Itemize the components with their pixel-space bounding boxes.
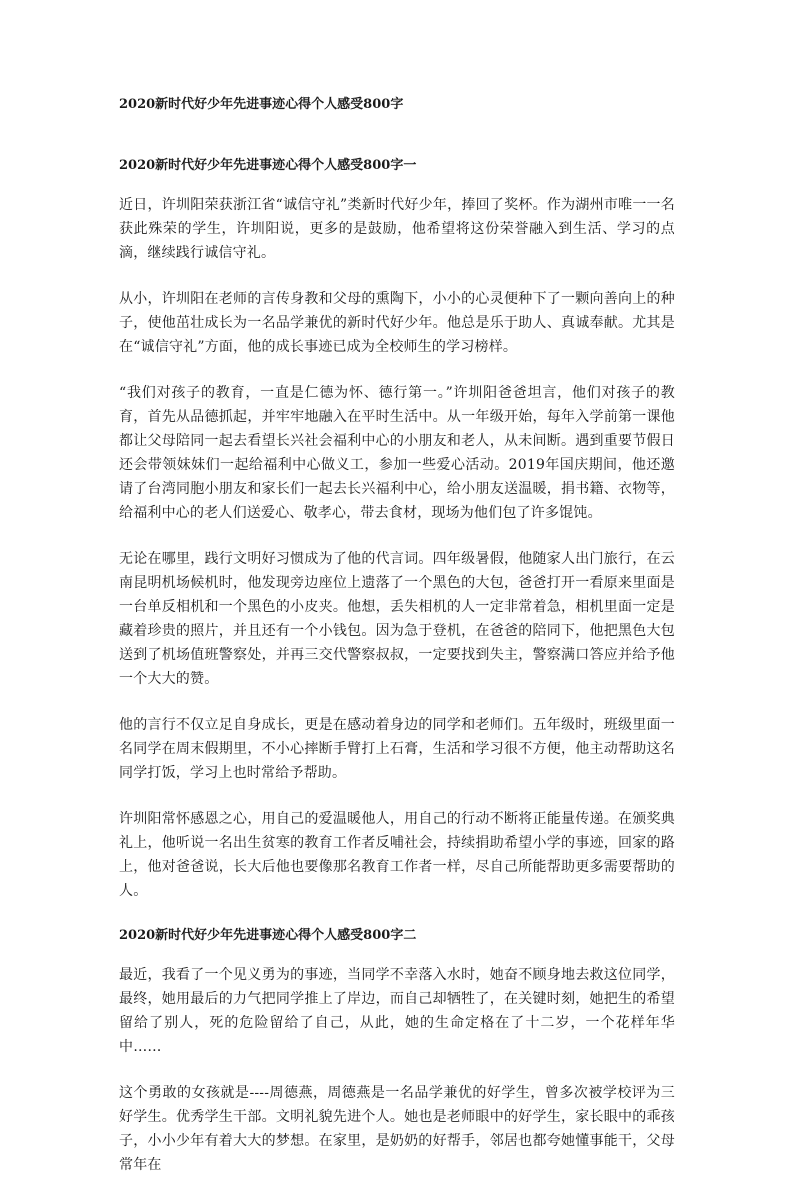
section-one [119, 155, 675, 903]
section-two [119, 925, 675, 1177]
document-title: 2020新时代好少年先进事迹心得个人感受800字 [119, 97, 404, 112]
paragraph: 许圳阳常怀感恩之心，用自己的爱温暖他人，用自己的行动不断将正能量传递。在颁奖典礼上，他听说一名出生贫寒的教育工作者反哺社会，持续捐助希望小学的事迹，回家的路上，他对爸爸说，长大后他也要像那名教育工作者一样，尽自己所能帮助更多需要帮助的人。 [119, 811, 675, 899]
paragraph: 这个勇敢的女孩就是----周德燕，周德燕是一名品学兼优的好学生，曾多次被学校评为三好学生。优秀学生干部。文明礼貌先进个人。她也是老师眼中的好学生，家长眼中的乖孩子，小小少年有着大大的梦想。在家里，是奶奶的好帮手，邻居也都夸她懂事能干，父母常年在 [119, 1085, 675, 1173]
paragraph: 近日，许圳阳荣获浙江省“诚信守礼”类新时代好少年，捧回了奖杯。作为湖州市唯一一名获此殊荣的学生，许圳阳说，更多的是鼓励，他希望将这份荣誉融入到生活、学习的点滴，继续践行诚信守礼。 [119, 197, 675, 261]
paragraph: “我们对孩子的教育，一直是仁德为怀、德行第一。”许圳阳爸爸坦言，他们对孩子的教育，首先从品德抓起，并牢牢地融入在平时生活中。从一年级开始，每年入学前第一课他都让父母陪同一起去看望长兴社会福利中心的小朋友和老人，从未间断。遇到重要节假日还会带领妹妹们一起给福利中心做义工，参加一些爱心活动。2019年国庆期间，他还邀请了台湾同胞小朋友和家长们一起去长兴福利中心，给小朋友送温暖，捐书籍、衣物等，给福利中心的老人们送爱心、敬孝心，带去食材，现场为他们包了许多馄饨。 [119, 385, 675, 521]
paragraph: 他的言行不仅立足自身成长，更是在感动着身边的同学和老师们。五年级时，班级里面一名同学在周末假期里，不小心摔断手臂打上石膏，生活和学习很不方便，他主动帮助这名同学打饭，学习上也时常给予帮助。 [119, 717, 675, 781]
section-heading: 2020新时代好少年先进事迹心得个人感受800字一 [119, 158, 417, 173]
paragraph: 无论在哪里，践行文明好习惯成为了他的代言词。四年级暑假，他随家人出门旅行，在云南昆明机场候机时，他发现旁边座位上遗落了一个黑色的大包，爸爸打开一看原来里面是一台单反相机和一个黑色的小皮夹。他想，丢失相机的人一定非常着急，相机里面一定是藏着珍贵的照片，并且还有一个小钱包。因为急于登机，在爸爸的陪同下，他把黑色大包送到了机场值班警察处，并再三交代警察叔叔，一定要找到失主，警察满口答应并给予他一个大大的赞。 [119, 551, 675, 687]
section-heading: 2020新时代好少年先进事迹心得个人感受800字二 [119, 928, 417, 943]
document-body [119, 155, 675, 1199]
paragraph: 从小，许圳阳在老师的言传身教和父母的熏陶下，小小的心灵便种下了一颗向善向上的种子，使他茁壮成长为一名品学兼优的新时代好少年。他总是乐于助人、真诚奉献。尤其是在“诚信守礼”方面，他的成长事迹已成为全校师生的学习榜样。 [119, 291, 675, 355]
paragraph: 最近，我看了一个见义勇为的事迹，当同学不幸落入水时，她奋不顾身地去救这位同学，最终，她用最后的力气把同学推上了岸边，而自己却牺牲了，在关键时刻，她把生的希望留给了别人，死的危险留给了自己，从此，她的生命定格在了十二岁，一个花样年华中…… [119, 967, 675, 1055]
